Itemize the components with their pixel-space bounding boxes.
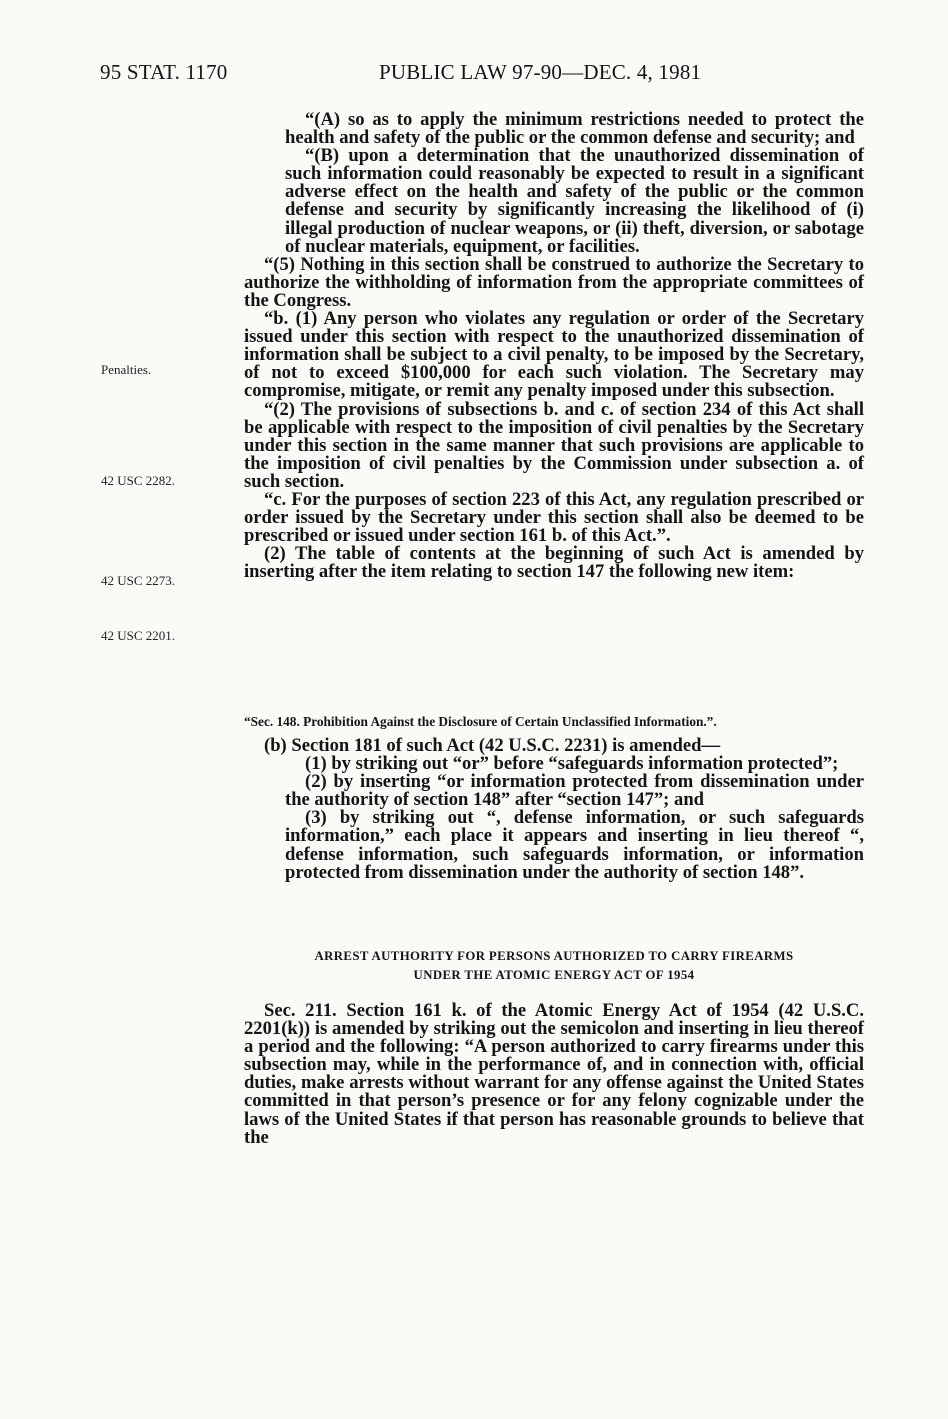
section-181-item-3: (3) by striking out “, defense information, or such safeguards information,” each place it appears and inserting in lieu thereof “, defense information, such safeguards information, or information protected from dissemination under the authority of section 148”. [285,807,864,883]
margin-note-42-usc-2282: 42 USC 2282. [101,473,176,488]
section-181-intro: (b) Section 181 of such Act (42 U.S.C. 2231) is amended— [264,735,721,756]
table-of-contents-item: “Sec. 148. Prohibition Against the Disclosure of Certain Unclassified Information.”. [244,714,717,729]
section-181-item-2: (2) by inserting “or information protected from dissemination under the authority of section 148” after “section 147”; and [285,771,864,811]
amendment-text-block [244,111,864,581]
margin-note-42-usc-2201: 42 USC 2201. [101,628,176,643]
subsection-b-2: “(2) The provisions of subsections b. and c. of section 234 of this Act shall be applicable with respect to the imposition of civil penalties by the Secretary under this section in the same manner that such provisions are applicable to the imposition of civil penalties by the Commission under subsection a. of such section. [244,398,864,492]
table-of-contents-amendment: (2) The table of contents at the beginning of such Act is amended by inserting after the item relating to section 147 the following new item: [244,543,864,583]
section-heading [244,947,864,985]
clause-a: “(A) so as to apply the minimum restrictions needed to protect the health and safety of the public or the common defense and security; and [285,109,864,149]
subsection-c: “c. For the purposes of section 223 of this Act, any regulation prescribed or order issued by the Secretary under this section shall also be deemed to be prescribed or issued under section 161 b. of this Act.”. [244,488,864,547]
section-181-item-1: (1) by striking out “or” before “safeguards information protected”; [305,753,839,775]
margin-note-42-usc-2273: 42 USC 2273. [101,573,176,588]
section-211 [244,1002,864,1147]
section-181-amendment [244,737,864,882]
paragraph-5: “(5) Nothing in this section shall be construed to authorize the Secretary to authorize the withholding of information from the appropriate committees of the Congress. [244,253,864,311]
margin-note-penalties: Penalties. [101,362,152,377]
subsection-b-1: “b. (1) Any person who violates any regulation or order of the Secretary issued under this section with respect to the unauthorized dissemination of information shall be subject to a civil penalty, to be imposed by the Secretary, of not to exceed $100,000 for each such violation. The Secretary may compromise, mitigate, or remit any penalty imposed under this subsection. [244,308,864,402]
clause-b: “(B) upon a determination that the unauthorized dissemination of such information could reasonably be expected to result in a significant adverse effect on the health and safety of the public or the common defense and security by significantly increasing the likelihood of (i) illegal production of nuclear weapons, or (ii) theft, diversion, or sabotage of nuclear materials, equipment, or facilities. [285,145,864,257]
section-211-paragraph [244,1002,864,1147]
public-law-title: PUBLIC LAW 97-90—DEC. 4, 1981 [379,60,702,84]
section-heading-line-1: ARREST AUTHORITY FOR PERSONS AUTHORIZED TO CARRY FIREARMS [314,949,794,963]
statute-page-number: 95 STAT. 1170 [100,60,228,84]
section-heading-line-2: UNDER THE ATOMIC ENERGY ACT OF 1954 [413,968,695,982]
section-211-label: Sec. 211. [264,1000,337,1021]
section-211-text: Section 161 k. of the Atomic Energy Act of 1954 (42 U.S.C. 2201(k)) is amended by striking out the semicolon and inserting in lieu thereof a period and the following: “A person authorized to carry firearms under this subsection may, while in the performance of, and in connection with, official duties, make arrests without warrant for any offense against the United States committed in that person’s presence or for any felony cognizable under the laws of the United States if that person has reasonable grounds to believe that the [244,1000,865,1148]
